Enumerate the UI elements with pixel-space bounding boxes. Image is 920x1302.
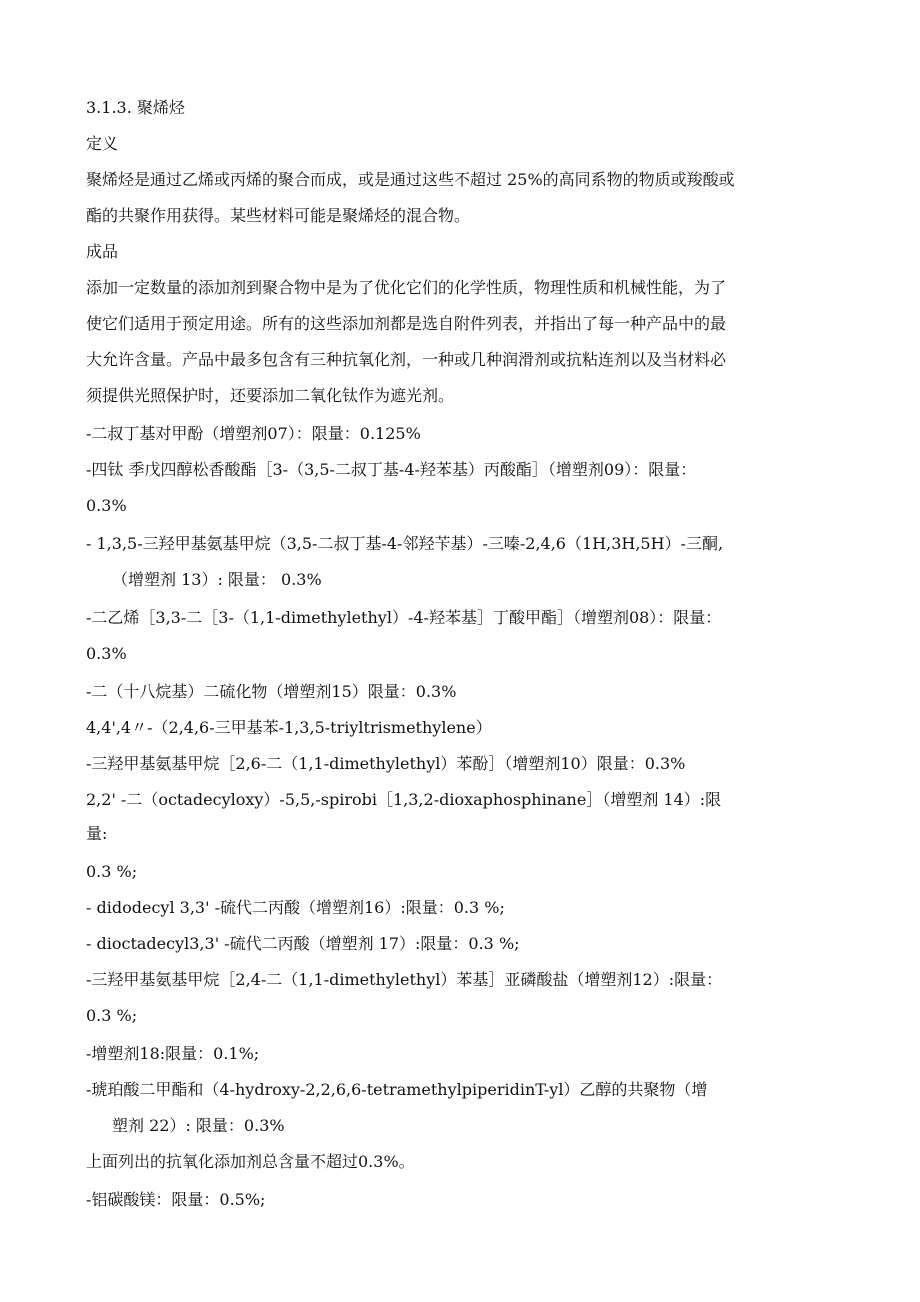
additive-item-continued: 量: xyxy=(86,824,108,843)
additive-item-continued: 0.3% xyxy=(86,496,127,515)
additive-item: 2,2' -二（octadecyloxy）-5,5,-spirobi［1,3,2-dioxaphosphinane］（增塑剂 14）:限 xyxy=(86,790,722,809)
additive-item: -增塑剂18:限量：0.1%; xyxy=(86,1044,260,1063)
additive-item: -铝碳酸镁：限量：0.5%; xyxy=(86,1190,266,1209)
product-label: 成品 xyxy=(86,242,119,261)
additive-item-continued: （增塑剂 13）: 限量： 0.3% xyxy=(112,570,322,589)
definition-text-line-2: 酯的共聚作用获得。某些材料可能是聚烯烃的混合物。 xyxy=(86,206,471,225)
additive-item: -二乙烯［3,3-二［3-（1,1-dimethylethyl）-4-羟苯基］丁酸甲酯］（增塑剂08）：限量： xyxy=(86,608,722,627)
definition-label: 定义 xyxy=(86,134,119,153)
total-limit-note: 上面列出的抗氧化添加剂总含量不超过0.3%。 xyxy=(86,1152,415,1171)
additive-item: -二叔丁基对甲酚（增塑剂07）：限量：0.125% xyxy=(86,424,421,443)
additive-item: -四钛 季戊四醇松香酸酯［3-（3,5-二叔丁基-4-羟苯基）丙酸酯］（增塑剂09）：限量： xyxy=(86,460,697,479)
additive-item: - 1,3,5-三羟甲基氨基甲烷（3,5-二叔丁基-4-邻羟苄基）-三嗪-2,4,6（1H,3H,5H）-三酮, xyxy=(86,534,724,553)
product-text-line-4: 须提供光照保护时，还要添加二氧化钛作为遮光剂。 xyxy=(86,386,455,405)
additive-item: -琥珀酸二甲酯和（4-hydroxy-2,2,6,6-tetramethylpiperidinT-yl）乙醇的共聚物（增 xyxy=(86,1080,708,1099)
product-text-line-2: 使它们适用于预定用途。所有的这些添加剂都是选自附件列表，并指出了每一种产品中的最 xyxy=(86,314,727,333)
definition-text-line-1: 聚烯烃是通过乙烯或丙烯的聚合而成，或是通过这些不超过 25%的高同系物的物质或羧酸或 xyxy=(86,170,735,189)
additive-item-continued: 0.3 %; xyxy=(86,862,138,881)
product-text-line-1: 添加一定数量的添加剂到聚合物中是为了优化它们的化学性质，物理性质和机械性能，为了 xyxy=(86,278,727,297)
additive-item: -二（十八烷基）二硫化物（增塑剂15）限量：0.3% xyxy=(86,682,457,701)
additive-item: 4,4',4〃-（2,4,6-三甲基苯-1,3,5-triyltrismethylene） xyxy=(86,718,492,737)
additive-item-continued: 0.3 %; xyxy=(86,1006,138,1025)
additive-item-continued: 塑剂 22）: 限量：0.3% xyxy=(112,1116,285,1135)
additive-item-continued: 0.3% xyxy=(86,644,127,663)
section-heading: 3.1.3. 聚烯烃 xyxy=(86,98,185,117)
additive-item: -三羟甲基氨基甲烷［2,6-二（1,1-dimethylethyl）苯酚］（增塑剂10）限量：0.3% xyxy=(86,754,686,773)
additive-item: - dioctadecyl3,3' -硫代二丙酸（增塑剂 17）:限量：0.3 %; xyxy=(86,934,520,953)
additive-item: -三羟甲基氨基甲烷［2,4-二（1,1-dimethylethyl）苯基］亚磷酸盐（增塑剂12）:限量： xyxy=(86,970,723,989)
additive-item: - didodecyl 3,3' -硫代二丙酸（增塑剂16）:限量：0.3 %; xyxy=(86,898,505,917)
product-text-line-3: 大允许含量。产品中最多包含有三种抗氧化剂，一种或几种润滑剂或抗粘连剂以及当材料必 xyxy=(86,350,727,369)
